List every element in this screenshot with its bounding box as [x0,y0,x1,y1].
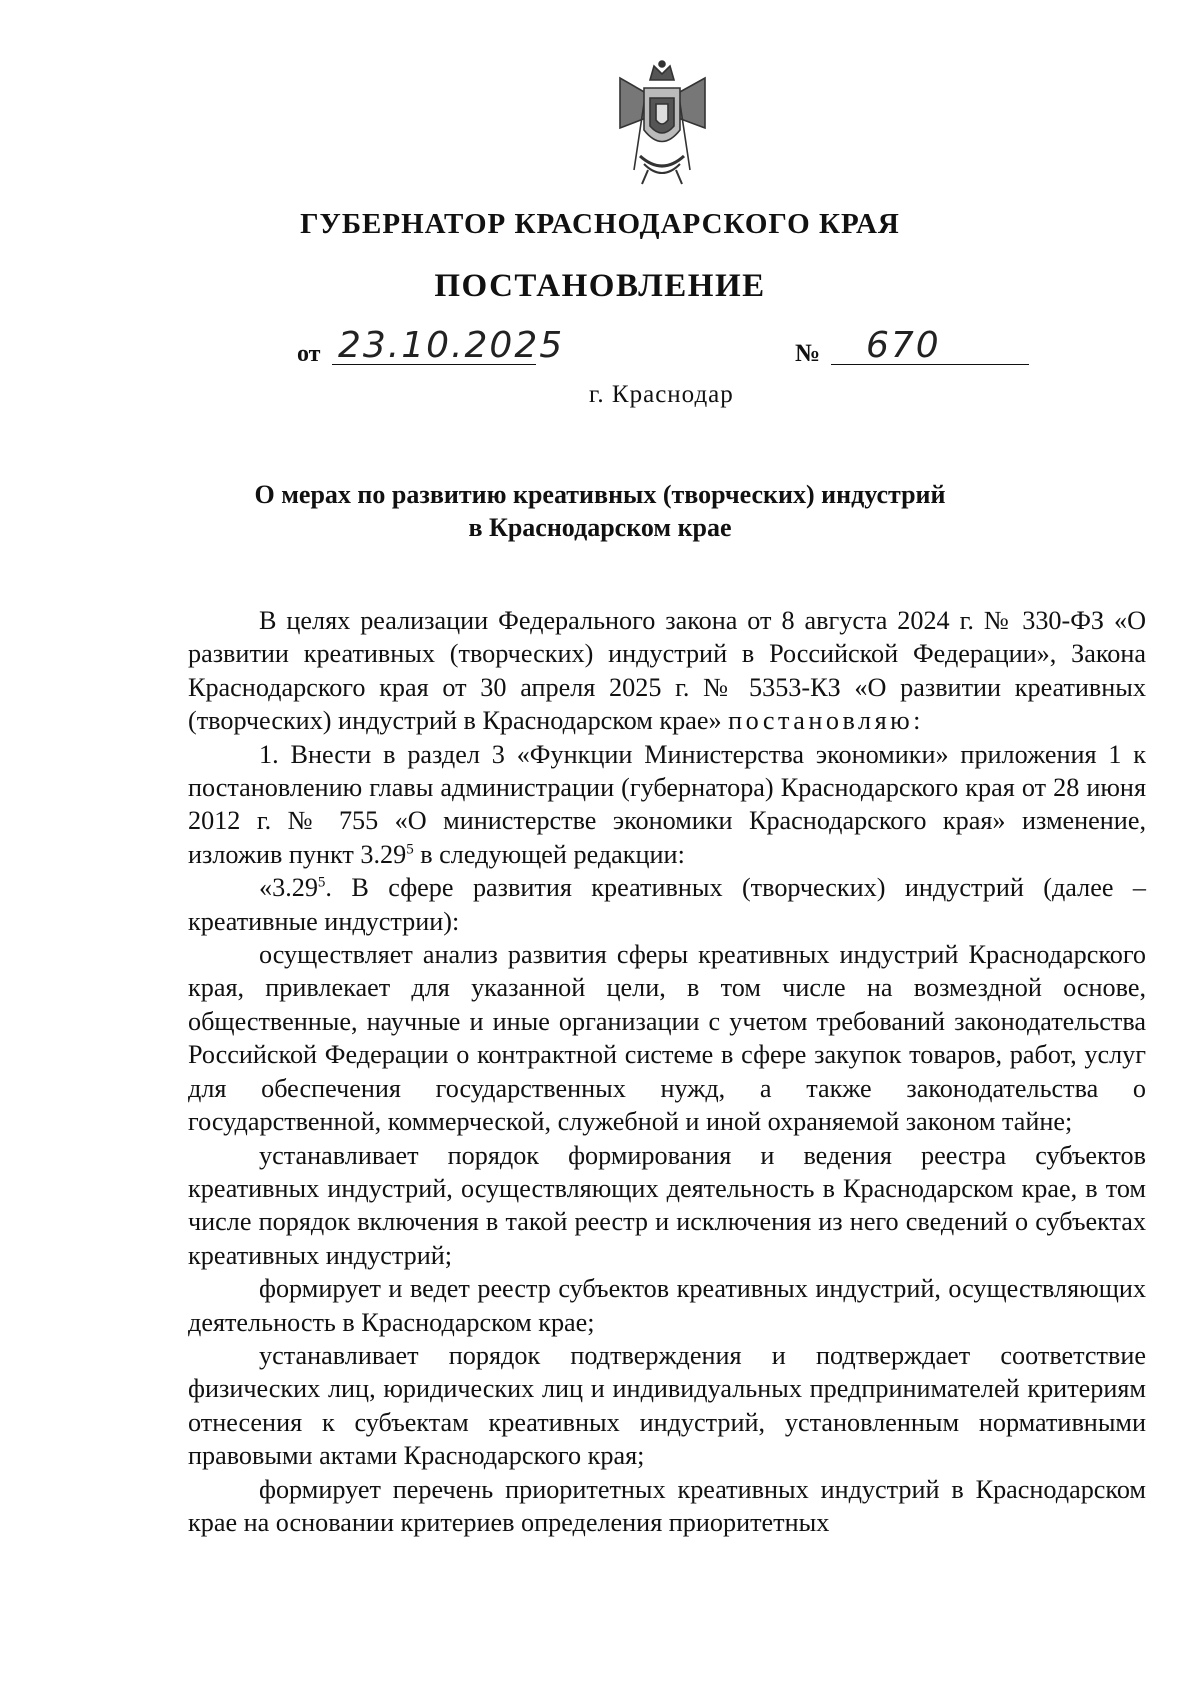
document-body [188,604,1146,1539]
paragraph-registry-order: устанавливает порядок формирования и ведения реестра субъектов креативных индустрий, осуществляющих деятельность в Краснодарском крае, в том числе порядок включения в такой реестр и исключения из него сведений о субъектах креативных индустрий; [188,1140,1146,1270]
document-type: ПОСТАНОВЛЕНИЕ [434,268,766,304]
paragraph-preamble [188,604,1146,738]
coat-of-arms-icon [600,58,725,188]
item-1-text: 1. Внести в раздел 3 «Функции Министерства экономики» приложения 1 к постановлению главы администрации (губернатора) Краснодарского края от 28 июня 2012 г. № 755 «О министерстве экономики Краснодарского края» изменение, изложив пункт 3.29 [188,739,1146,869]
paragraph-priority-list: формирует перечень приоритетных креативных индустрий в Краснодарском крае на основании критериев определения приоритетных [188,1474,1146,1537]
resolve-word: постановляю: [728,706,924,736]
subject-line-2: в Краснодарском крае [468,513,732,542]
item-1-tail: в следующей редакции: [413,839,685,869]
date-label: от [297,341,321,367]
date-underline [332,364,536,365]
preamble-text: В целях реализации Федерального закона от 8 августа 2024 г. № 330-ФЗ «О развитии креативных (творческих) индустрий в Российской Федерации», Закона Краснодарского края от 30 апреля 2025 г. № 5353-КЗ «О развитии креативных (творческих) индустрий в Краснодарском крае» [188,606,1146,736]
clause-number: «3.29 [259,873,318,903]
clause-intro-text: . В сфере развития креативных (творческих) индустрий (далее – креативные индустрии): [188,873,1146,936]
subject-line-1: О мерах по развитию креативных (творческих) индустрий [254,480,946,509]
clause-superscript: 5 [317,874,326,891]
paragraph-confirmation: устанавливает порядок подтверждения и подтверждает соответствие физических лиц, юридических лиц и индивидуальных предпринимателей критериям отнесения к субъектам креативных индустрий, установленным нормативными правовыми актами Краснодарского края; [188,1340,1146,1471]
document-subject [150,478,1050,544]
paragraph-analysis: осуществляет анализ развития сферы креативных индустрий Краснодарского края, привлекает для указанной цели, в том числе на возмездной основе, общественные, научные и иные организации с учетом требований законодательства Российской Федерации о контрактной системе в сфере закупок товаров, работ, услуг для обеспечения государственных нужд, а также законодательства о государственной, коммерческой, служебной и иной охраняемой законом тайне; [188,940,1146,1137]
paragraph-registry-maintain: формирует и ведет реестр субъектов креативных индустрий, осуществляющих деятельность в Краснодарском крае; [188,1274,1146,1337]
number-handwritten: 670 [866,325,941,366]
city: г. Краснодар [589,381,734,408]
number-label: № [795,340,821,367]
paragraph-clause-intro [188,871,1146,938]
organization-title: ГУБЕРНАТОР КРАСНОДАРСКОГО КРАЯ [300,208,900,240]
date-handwritten: 23.10.2025 [338,325,565,366]
number-underline [831,364,1029,365]
item-1-superscript: 5 [406,841,414,858]
paragraph-item-1 [188,738,1146,872]
